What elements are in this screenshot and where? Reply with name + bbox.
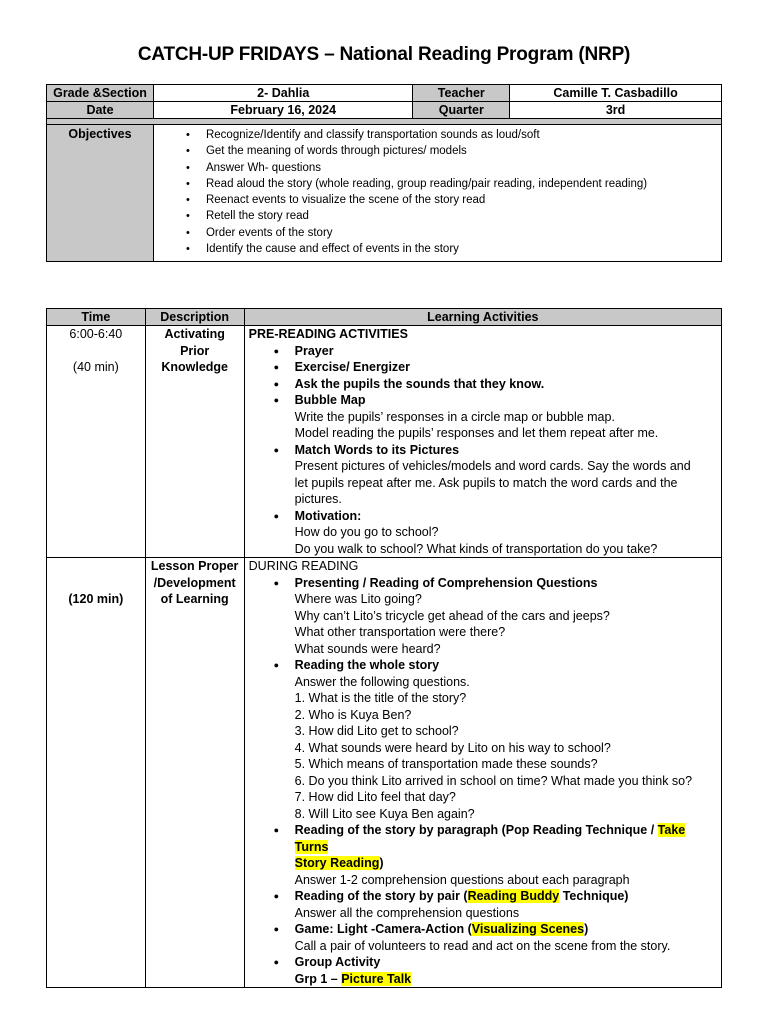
activity-title: ● Motivation: [294, 508, 362, 523]
activity-title [295, 855, 717, 872]
activity-item [295, 392, 717, 442]
activity-title: ● Bubble Map [294, 393, 366, 407]
activity-text: Answer 1-2 comprehension questions about each paragraph [294, 872, 630, 887]
highlighted-text: Story Reading [294, 856, 380, 870]
activity-item [295, 954, 717, 987]
question-text: 3. How did Lito get to school? [294, 724, 459, 738]
activity-item [295, 442, 717, 508]
highlighted-text: Visualizing Scenes [471, 922, 585, 936]
description-header: Description [145, 309, 244, 326]
activity-item: ● Exercise/ Energizer [295, 359, 717, 376]
objective-item: • Recognize/Identify and classify transportation sounds as loud/soft [186, 127, 721, 143]
activity-item: ● Ask the pupils the sounds that they know. [295, 376, 717, 393]
objectives-row [47, 125, 722, 262]
title-text: Reading of the story by paragraph (Pop Reading Technique / [294, 823, 658, 837]
activity-text: Answer the following questions. [294, 674, 470, 689]
objective-item: • Read aloud the story (whole reading, group reading/pair reading, independent reading) [186, 176, 721, 192]
question-text: 5. Which means of transportation made these sounds? [294, 757, 598, 771]
learning-cell [244, 326, 721, 558]
activity-item [295, 921, 717, 954]
objective-item: • Order events of the story [186, 225, 721, 241]
description-line: /Development [153, 575, 236, 590]
activity-text: Call a pair of volunteers to read and act on the scene from the story. [294, 938, 671, 953]
description-cell [145, 558, 244, 988]
teacher-value: Camille T. Casbadillo [510, 85, 722, 102]
objective-item: • Reenact events to visualize the scene of the story read [186, 192, 721, 208]
activity-title [295, 921, 717, 938]
activities-header-row [47, 309, 722, 326]
activity-text: pictures. [294, 492, 342, 506]
question-text: 8. Will Lito see Kuya Ben again? [294, 806, 475, 821]
date-value: February 16, 2024 [153, 102, 413, 119]
learning-header: Learning Activities [244, 309, 721, 326]
activity-text: Answer all the comprehension questions [294, 905, 520, 920]
objective-item: • Identify the cause and effect of events in the story [186, 241, 721, 257]
activity-item [295, 508, 717, 558]
activity-list [249, 343, 717, 558]
title-text: Game: Light -Camera-Action ( [294, 922, 472, 936]
activity-text [295, 971, 717, 988]
time-duration: (40 min) [72, 360, 119, 374]
activity-text: Where was Lito going? [294, 592, 422, 606]
activity-title: ● Reading the whole story [294, 658, 440, 672]
objectives-cell [153, 125, 721, 262]
activity-text: Write the pupils’ responses in a circle map or bubble map. [294, 409, 615, 424]
section-title: PRE-READING ACTIVITIES [248, 327, 408, 341]
learning-cell [244, 558, 721, 988]
objective-item: • Retell the story read [186, 208, 721, 224]
activity-title: ● Match Words to its Pictures [294, 442, 460, 457]
grade-row [47, 85, 722, 102]
question-text: 6. Do you think Lito arrived in school on time? What made you think so? [294, 773, 693, 788]
activity-item [295, 822, 717, 888]
question-text: 4. What sounds were heard by Lito on his way to school? [294, 740, 611, 755]
highlighted-text: Reading Buddy [467, 889, 560, 903]
description-line: Knowledge [161, 360, 228, 374]
activity-item: ● Prayer [295, 343, 717, 360]
grade-value: 2- Dahlia [153, 85, 413, 102]
date-row [47, 102, 722, 119]
quarter-label: Quarter [413, 102, 510, 119]
title-text: Technique) [559, 889, 629, 903]
activity-text: let pupils repeat after me. Ask pupils to match the word cards and the [294, 475, 678, 490]
objectives-list [154, 127, 721, 257]
activity-text: Why can’t Lito’s tricycle get ahead of the cars and jeeps? [294, 608, 610, 623]
activity-text: What other transportation were there? [294, 625, 506, 639]
objectives-label: Objectives [47, 125, 154, 262]
highlighted-text: Take Turns [294, 823, 686, 854]
time-cell [47, 326, 146, 558]
description-cell [145, 326, 244, 558]
question-text: 7. How did Lito feel that day? [294, 790, 456, 804]
description-line: of Learning [160, 592, 229, 606]
date-label: Date [47, 102, 154, 119]
question-text: 2. Who is Kuya Ben? [294, 707, 412, 722]
activity-item [295, 888, 717, 921]
time-cell [47, 558, 146, 988]
info-table [46, 84, 722, 262]
activity-text: Present pictures of vehicles/models and word cards. Say the words and [294, 459, 691, 473]
time-duration: (120 min) [68, 592, 124, 606]
time-header: Time [47, 309, 146, 326]
activity-text: What sounds were heard? [294, 641, 441, 656]
activity-title [295, 822, 717, 855]
during-reading-row [47, 558, 722, 988]
activity-text: Model reading the pupils’ responses and let them repeat after me. [294, 426, 659, 440]
question-text: 1. What is the title of the story? [294, 691, 467, 705]
activity-item [295, 575, 717, 658]
highlighted-text: Picture Talk [341, 971, 412, 986]
activity-item [295, 657, 717, 822]
activity-title: ● Presenting / Reading of Comprehension Questions [294, 575, 598, 590]
activity-title: ● Group Activity [294, 955, 381, 969]
teacher-label: Teacher [413, 85, 510, 102]
title-text: ) [584, 922, 589, 936]
description-line: Activating [164, 327, 225, 341]
activity-title [295, 888, 717, 905]
page-title: CATCH-UP FRIDAYS – National Reading Program (NRP) [137, 44, 631, 65]
objective-item: • Get the meaning of words through pictures/ models [186, 143, 721, 159]
section-title: DURING READING [248, 559, 359, 573]
activity-list [249, 575, 717, 988]
title-text: Grp 1 – [294, 971, 342, 986]
pre-reading-row [47, 326, 722, 558]
quarter-value: 3rd [510, 102, 722, 119]
activity-text: How do you go to school? [294, 525, 439, 539]
title-text: ) [379, 856, 384, 870]
description-line: Lesson Proper [150, 559, 239, 573]
activity-text: Do you walk to school? What kinds of transportation do you take? [294, 541, 658, 556]
time-range: 6:00-6:40 [69, 327, 123, 341]
grade-label: Grade &Section [47, 85, 154, 102]
activities-table [46, 308, 722, 988]
objective-item: • Answer Wh- questions [186, 160, 721, 176]
description-line: Prior [180, 343, 210, 358]
title-text: Reading of the story by pair ( [294, 889, 468, 903]
